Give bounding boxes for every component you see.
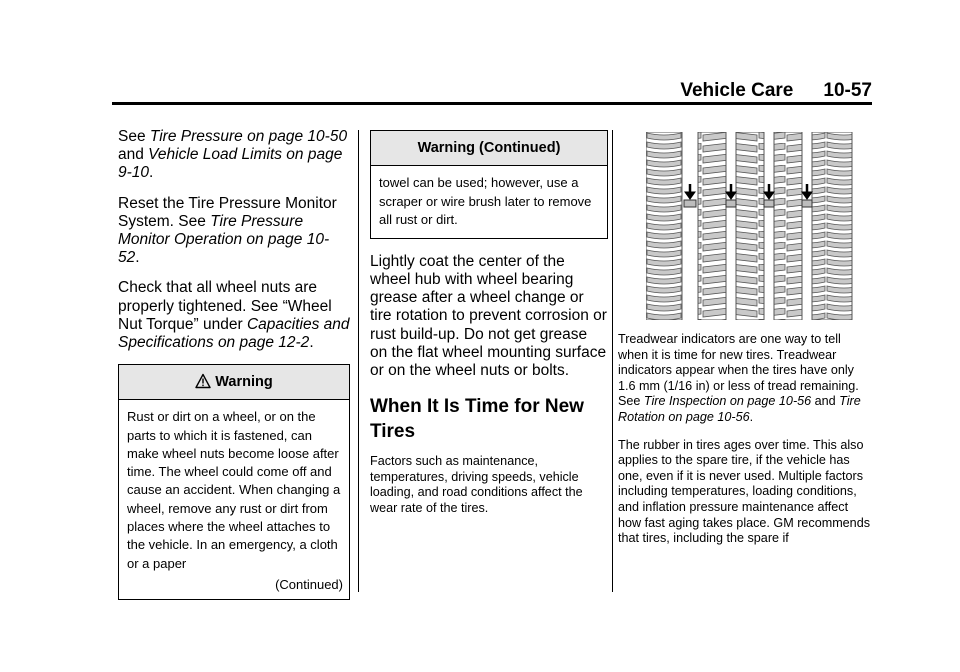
section-heading-new-tires: When It Is Time for New Tires (370, 396, 584, 443)
link-capacities-specs[interactable]: Capacities and Specifications on page 12-2 (118, 315, 350, 352)
warning-continued-body: towel can be used; however, use a scraper or wire brush later to remove all rust or dirt. (379, 175, 592, 228)
warning-triangle-icon (195, 368, 211, 402)
link-vehicle-load-limits[interactable]: Vehicle Load Limits on page 9-10 (118, 146, 343, 182)
warning-body: Rust or dirt on a wheel, or on the parts to which it is fastened, can make wheel nuts become loose after time. The wheel could come off and cause an accident. When changing a wheel, remove any rust or dirt from places where the wheel attaches to the vehicle. In an emergency, a cloth or a paper (127, 409, 341, 571)
column-1 (118, 128, 350, 600)
link-tire-inspection[interactable]: Tire Inspection on page 10-56 (643, 394, 812, 409)
header-rule (112, 102, 872, 105)
link-tpms-operation[interactable]: Tire Pressure Monitor Operation on page 10-52 (118, 212, 330, 267)
column-3 (618, 332, 872, 559)
page-header (112, 80, 872, 104)
warning-box (118, 364, 350, 600)
paragraph-tire-pressure-ref: See Tire Pressure on page 10-50 and Vehicle Load Limits on page 9-10. (118, 128, 348, 182)
link-tire-pressure[interactable]: Tire Pressure on page 10-50 (149, 128, 348, 145)
paragraph-treadwear-indicators: Treadwear indicators are one way to tell when it is time for new tires. Treadwear indicators appear when the tires have only 1.6 mm (1/16 in) or less of tread remaining. See Tire Inspection on page 10-56 and Tire Rotation on page 10-56. (618, 332, 861, 424)
section-title: Vehicle Care (680, 80, 794, 101)
treadwear-indicator-illustration (646, 132, 856, 320)
warning-title: Warning (215, 374, 273, 391)
link-tire-rotation[interactable]: Tire Rotation on page 10-56 (618, 394, 861, 424)
warning-continued: (Continued) (275, 576, 343, 592)
warning-continued-title: Warning (Continued) (371, 131, 607, 166)
paragraph-reset-tpms: Reset the Tire Pressure Monitor System. See Tire Pressure Monitor Operation on page 10-52. (118, 194, 337, 267)
column-2 (370, 128, 608, 529)
warning-continued-box (370, 130, 608, 239)
paragraph-check-wheel-nuts: Check that all wheel nuts are properly tightened. See “Wheel Nut Torque” under Capacities and Specifications on page 12-2. (118, 279, 350, 352)
paragraph-tire-aging: The rubber in tires ages over time. This also applies to the spare tire, if the vehicle has one, even if it is never used. Multiple factors including temperatures, loading conditions, and inflation pressure maintenance affect how fast aging takes place. GM recommends that tires, including the spare if (618, 437, 870, 546)
paragraph-wheel-hub-grease: Lightly coat the center of the wheel hub with wheel bearing grease after a wheel change or tire rotation to prevent corrosion or rust build-up. Do not get grease on the flat wheel mounting surface or on the wheel nuts or bolts. (370, 252, 607, 379)
warning-title-bar (119, 365, 349, 400)
column-divider-1 (358, 130, 359, 592)
paragraph-wear-factors: Factors such as maintenance, temperatures, driving speeds, vehicle loading, and road conditions affect the wear rate of the tires. (370, 454, 583, 515)
page-number: 10-57 (823, 80, 872, 101)
column-divider-2 (612, 130, 613, 592)
